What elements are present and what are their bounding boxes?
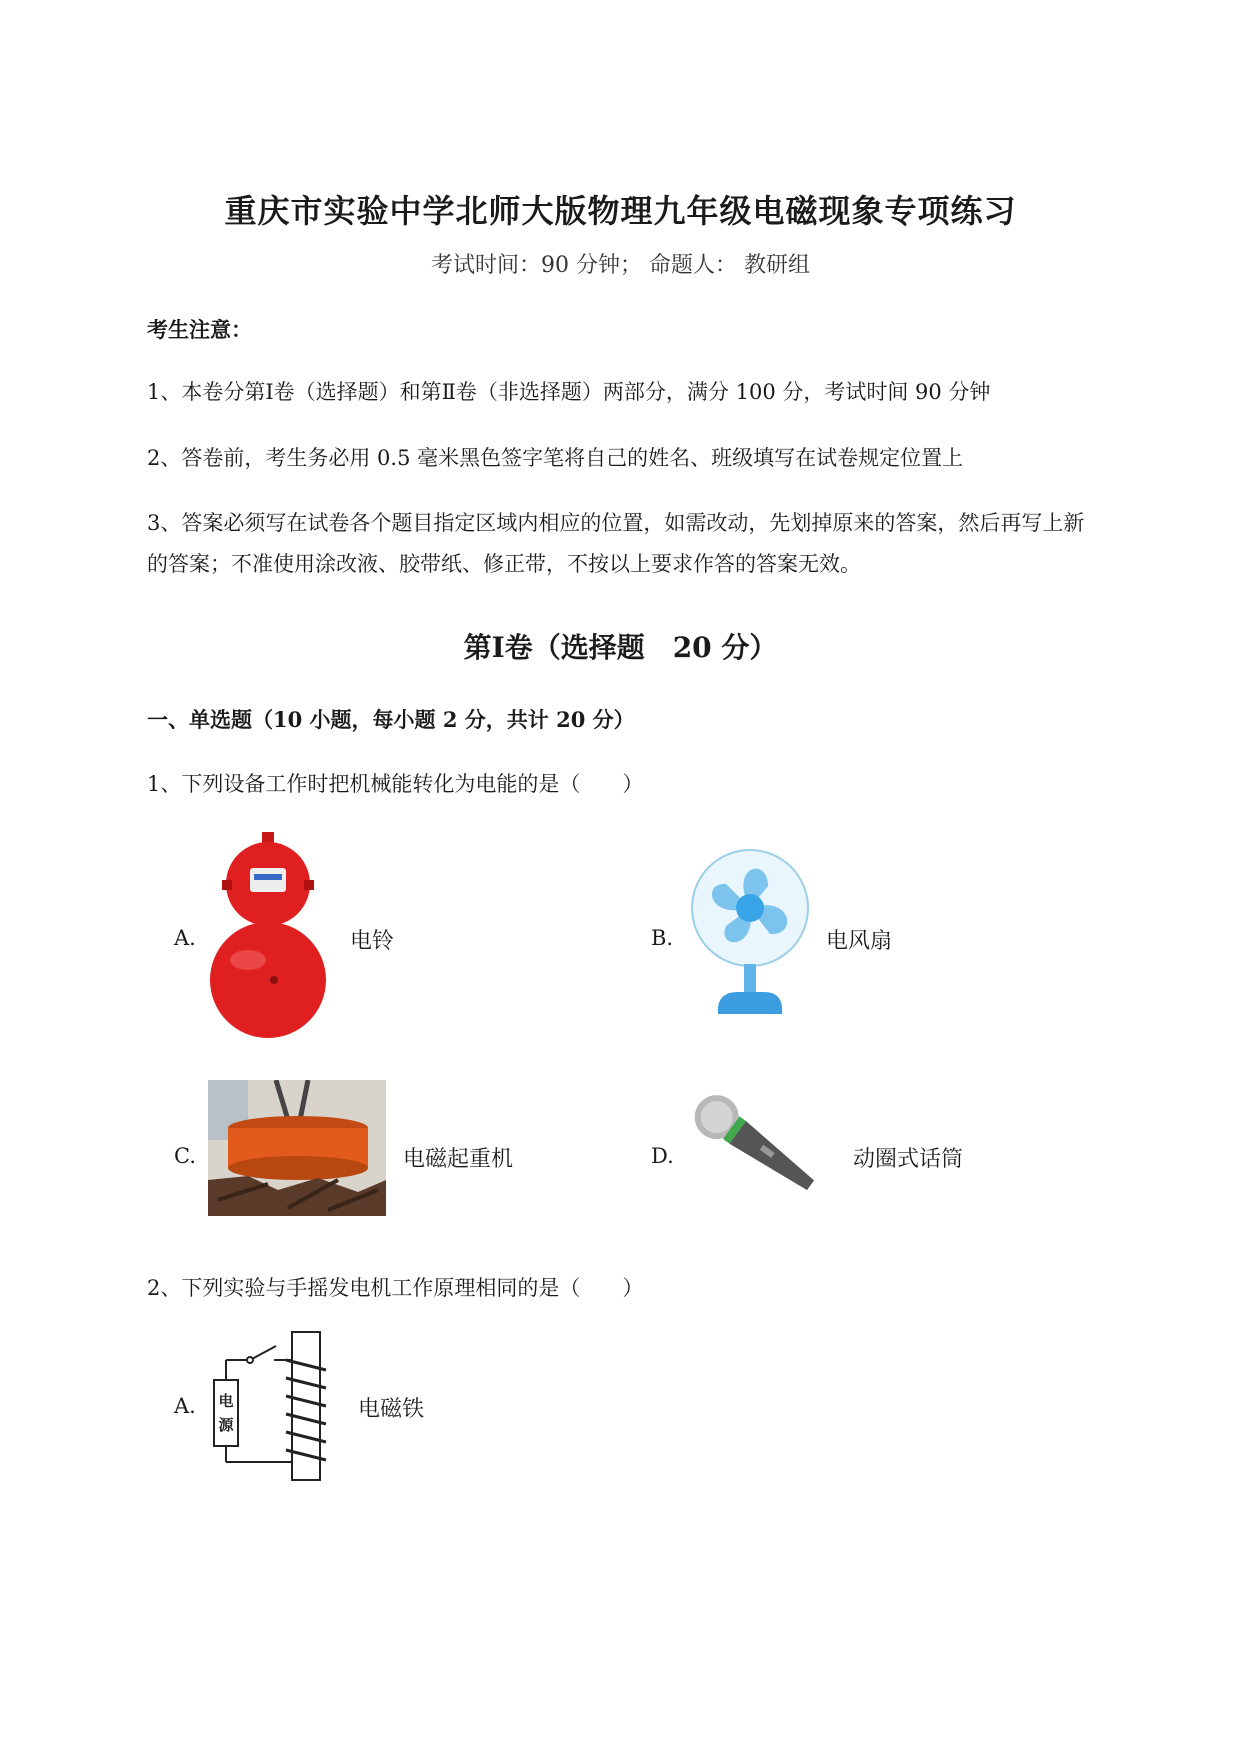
q1-option-a-letter[interactable]: A. [174,926,196,950]
notice-item-3-continued: 的答案；不准使用涂改液、胶带纸、修正带，不按以上要求作答的答案无效。 [147,552,861,576]
electromagnetic-crane-image [208,1080,386,1216]
q1-option-d-label: 动圈式话筒 [853,1147,964,1172]
q1-option-d-letter[interactable]: D. [651,1144,674,1168]
notice-heading: 考生注意： [147,317,252,342]
q1-option-a-label: 电铃 [350,929,395,954]
notice-item-1: 1、本卷分第Ⅰ卷（选择题）和第Ⅱ卷（非选择题）两部分，满分 100 分，考试时间 90 分钟 [147,380,991,404]
document-title: 重庆市实验中学北师大版物理九年级电磁现象专项练习 [224,192,1017,230]
notice-item-3: 3、答案必须写在试卷各个题目指定区域内相应的位置，如需改动，先划掉原来的答案，然后再写上新 [147,511,1085,535]
q2-option-a-label: 电磁铁 [358,1397,425,1422]
q1-option-c-letter[interactable]: C. [174,1144,196,1168]
q2-option-a-letter[interactable]: A. [174,1394,196,1418]
electric-fan-image [688,846,818,1026]
question-1-text: 1、下列设备工作时把机械能转化为电能的是（ ） [147,772,644,796]
notice-item-2: 2、答卷前，考生务必用 0.5 毫米黑色签字笔将自己的姓名、班级填写在试卷规定位置上 [147,446,964,470]
question-2-text: 2、下列实验与手摇发电机工作原理相同的是（ ） [147,1276,644,1300]
microphone-image [688,1094,836,1206]
electromagnet-diagram [208,1330,338,1482]
section-title: 第Ⅰ卷（选择题 20 分） [463,631,778,664]
q1-option-b-label: 电风扇 [826,929,893,954]
document-subtitle: 考试时间：90 分钟； 命题人： 教研组 [431,253,810,278]
part-title: 一、单选题（10 小题，每小题 2 分，共计 20 分） [147,707,635,732]
q1-option-b-letter[interactable]: B. [651,926,674,950]
power-source-label-1: 电 [218,1392,234,1410]
power-source-label-2: 源 [218,1416,234,1434]
q1-option-c-label: 电磁起重机 [403,1147,514,1172]
electric-bell-image [208,832,328,1042]
